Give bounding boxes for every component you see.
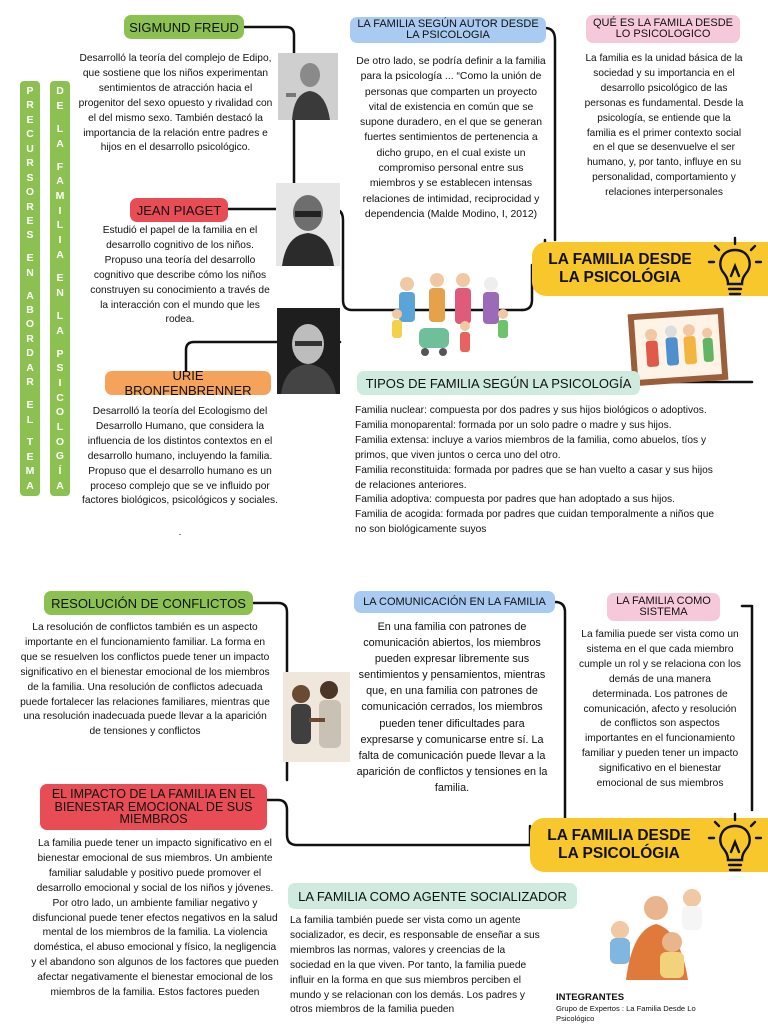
strip-letter: Í [58,464,62,477]
strip-letter: P [26,85,34,97]
lightbulb-icon [707,236,763,302]
socializador-text: La familia también puede ser vista como un agente socializador, es decir, es responsable de enseñar a sus miembros las normas, valores y creencias de la sociedad en la que viven. Por tanto, la familia puede influir en la forma en que sus miembros perciben el mundo y se relacionan con los demás. Los padres y otros miembros de la familia pueden [290,915,540,1016]
sistema-text: La familia puede ser vista como un sistema en el que cada miembro cumple un rol y se relaciona con los demás de una manera determinada. Los patrones de comunicación, afecto y resolución de conflictos son aspectos importantes en el funcionamiento familiar y pueden tener un impacto significativo en el bienestar emocional de sus miembros [579,629,741,790]
bronfenbrenner-portrait [277,308,340,394]
strip-letter: A [56,175,64,188]
freud-text: Desarrolló la teoría del complejo de Edipo, que sostiene que los niños experimentan sentimientos de atracción hacia el progenitor del sexo opuesto y rivalidad con el del mismo sexo. También destacó la importancia de la relación entre padres e hijos en el desarrollo psicológico. [78,53,273,154]
vertical-strip-familia-psicologia [50,81,70,496]
comunicacion-text: En una familia con patrones de comunicación abiertos, los miembros pueden expresar libremente sus sentimientos y pensamientos, mientras que, en una familia con patrones de comunicación cerrados, los miembros pueden tener dificultades para expresarse y comunicarse entre sí. La falta de comunicación puede llevar a la aparición de conflictos y tensiones en la familia. [356,621,548,794]
strip-letter: D [26,347,34,360]
strip-letter: C [26,128,34,141]
strip-letter: E [26,399,34,412]
strip-letter: A [56,479,64,492]
strip-letter: O [55,435,65,448]
happy-family-photo [596,880,724,982]
tipos-list [355,404,715,538]
bronfenbrenner-title: URIE BRONFENBRENNER [105,371,271,395]
framed-family-picture [626,305,730,389]
autor-text: De otro lado, se podría definir a la familia para la psicología ... “Como la unión de personas que comparten un proyecto vital de existencia en común que se supone duradero, en el que se generan fuertes sentimientos de pertenencia a dicho grupo, en el cual existe un compromiso personal entre sus miembros y se establecen intensas relaciones de intimidad, reciprocidad y dependencia (Malde Modino, I, 2012) [356,56,546,220]
tipos-item-monoparental: Familia monoparental: formada por un solo padre o madre y sus hijos. [355,419,672,431]
tipos-item-adoptiva: Familia adoptiva: compuesta por padres que han adoptado a sus hijos. [355,494,675,506]
integrantes-text: Grupo de Expertos : La Familia Desde Lo Psicológico [556,1004,696,1023]
impacto-title: EL IMPACTO DE LA FAMILIA EN EL BIENESTAR EMOCIONAL DE SUS MIEMBROS [40,784,267,830]
strip-letter: C [56,391,64,404]
strip-letter: A [56,324,64,337]
tipos-item-acogida: Familia de acogida: formada por padres que cuidan temporalmente a niños que no son biológicamente suyos [355,509,715,536]
strip-letter: E [26,450,34,463]
strip-letter: M [25,465,35,478]
lightbulb-icon-bottom [707,812,763,878]
tipos-item-nuclear: Familia nuclear: compuesta por dos padres y sus hijos biológicos o adoptivos. [355,405,707,416]
strip-letter: R [26,157,34,170]
vertical-strip-precursores [20,81,40,496]
piaget-portrait [276,183,340,266]
strip-letter: N [56,286,64,299]
sistema-title: LA FAMILIA COMO SISTEMA [607,593,720,621]
strip-letter: O [25,186,35,199]
freud-portrait [278,53,338,120]
strip-letter: L [56,309,64,322]
strip-letter: I [58,234,62,247]
strip-letter: L [56,122,64,135]
strip-letter: A [56,248,64,261]
que-es-title: QUÉ ES LA FAMILA DESDE LO PSICOLOGICO [586,15,740,43]
strip-letter: E [56,99,64,112]
strip-letter: R [26,200,34,213]
tipos-item-reconstituida: Familia reconstituida: formada por padres que se han vuelto a casar y sus hijos de relaciones anteriores. [355,464,713,491]
strip-letter: S [26,171,34,184]
autor-title: LA FAMILIA SEGÚN AUTOR DESDE LA PSICOLOGIA [350,17,546,43]
strip-letter: A [26,361,34,374]
piaget-title: JEAN PIAGET [130,198,228,222]
banner-bottom: LA FAMILIA DESDE LA PSICOLÓGIA [530,818,768,872]
freud-title: SIGMUND FREUD [124,15,244,39]
strip-letter: O [55,406,65,419]
conflictos-text: La resolución de conflictos también es un aspecto importante en el funcionamiento familiar. La forma en que se resuelven los conflictos puede tener un impacto significativo en el bienestar emocional de los miembros de la familia. Una resolución de conflictos adecuada puede fortalecer las relaciones familiares, mientras que una resolución inadecuada puede llevar a la aparición de tensiones y conflictos [20,622,270,738]
strip-letter: R [26,332,34,345]
strip-letter: A [26,289,34,302]
integrantes-title: INTEGRANTES [556,992,625,1003]
strip-letter: E [26,214,34,227]
strip-letter: G [55,450,65,463]
banner-top: LA FAMILIA DESDE LA PSICOLÓGIA [532,242,768,296]
strip-letter: E [26,252,34,265]
piaget-text: Estudió el papel de la familia en el desarrollo cognitivo de los niños. Propuso una teoría del desarrollo cognitivo que describe cómo los niños construyen su conocimiento a través de la interacción con el mundo que les rodea. [90,225,270,326]
strip-letter: E [56,271,64,284]
strip-letter: A [26,479,34,492]
tipos-item-extensa: Familia extensa: incluye a varios miembros de la familia, como abuelos, tíos y primos, que viven juntos o cerca uno del otro. [355,434,707,461]
strip-letter: L [26,413,34,426]
strip-letter: O [25,318,35,331]
strip-letter: U [26,142,34,155]
strip-letter: R [26,376,34,389]
strip-letter: E [26,113,34,126]
strip-letter: P [56,347,64,360]
strip-letter: I [58,204,62,217]
conflict-couple-photo [283,672,350,762]
strip-letter: N [26,266,34,279]
conflictos-title: RESOLUCIÓN DE CONFLICTOS [44,591,253,615]
tipos-title: TIPOS DE FAMILIA SEGÚN LA PSICOLOGÍA [357,371,640,395]
comunicacion-title: LA COMUNICACIÓN EN LA FAMILIA [354,591,555,613]
impacto-text: La familia puede tener un impacto significativo en el bienestar emocional de sus miembros. Un ambiente familiar saludable y positivo puede promover el desarrollo emocional y social de los niños y jóvenes. Por otro lado, un ambiente familiar negativo y disfuncional puede tener efectos negativos en la salud mental de los miembros de la familia. La violencia doméstica, el abuso emocional y físico, la negligencia y el abandono son algunos de los factores que pueden afectar negativamente el bienestar emocional de los miembros de la familia. Estos factores pueden [31,838,279,999]
strip-letter: M [55,190,65,203]
socializador-title: LA FAMILIA COMO AGENTE SOCIALIZADOR [288,883,577,909]
bronfenbrenner-text: Desarrolló la teoría del Ecologismo del Desarrollo Humano, que considera la influencia de los distintos contextos en el desarrollo humano, incluyendo la familia. Propuso que el desarrollo humano es un proceso complejo que se ve influido por factores biológicos, psicológicos y sociales. [82,406,278,507]
family-illustration [385,270,515,358]
strip-letter: L [56,421,64,434]
bronfenbrenner-dot: . [178,527,182,538]
strip-letter: A [56,137,64,150]
strip-letter: T [26,436,34,449]
strip-letter: F [56,160,64,173]
strip-letter: B [26,304,34,316]
strip-letter: R [26,99,34,112]
strip-letter: D [56,85,64,97]
que-es-text: La familia es la unidad básica de la sociedad y su importancia en el desarrollo psicológico de las personas es fundamental. Desde la psicología, se entiende que la familia es el primer contexto social en el que se desenvuelve el ser humano, y, por tanto, influye en su personalidad, comportamiento y relaciones interpersonales [584,53,744,199]
strip-letter: I [58,377,62,390]
strip-letter: S [56,362,64,375]
strip-letter: L [56,219,64,232]
strip-letter: S [26,229,34,242]
